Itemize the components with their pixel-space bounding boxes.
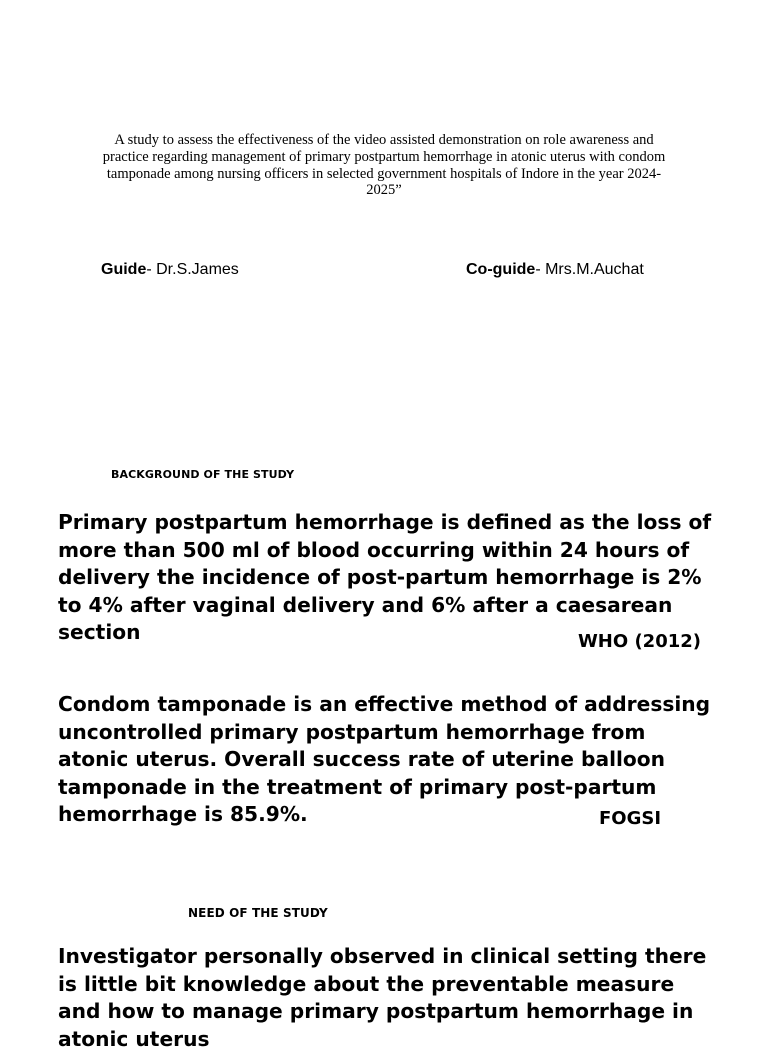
background-heading: BACKGROUND OF THE STUDY [111, 468, 295, 481]
background-paragraph-1: Primary postpartum hemorrhage is defined as the loss of more than 500 ml of blood occurring within 24 hours of delivery the incidence of post-partum hemorrhage is 2% to 4% after vaginal delivery and 6% after a caesarean section [58, 510, 712, 644]
need-heading: NEED OF THE STUDY [188, 906, 328, 920]
need-paragraph: Investigator personally observed in clinical setting there is little bit knowledge about the preventable measure and how to manage primary postpartum hemorrhage in atonic uterus [58, 944, 707, 1051]
guide-line [101, 260, 239, 280]
citation-who: WHO (2012) [577, 631, 701, 652]
guide-name: - Dr.S.James [146, 261, 239, 278]
guide-label: Guide [101, 261, 147, 278]
citation-fogsi: FOGSI [599, 808, 662, 829]
coguide-label: Co-guide [466, 261, 536, 278]
coguide-name: - Mrs.M.Auchat [535, 261, 644, 278]
coguide-line [466, 260, 644, 280]
background-paragraph-2: Condom tamponade is an effective method of addressing uncontrolled primary postpartum hemorrhage from atonic uterus. Overall success rate of uterine balloon tamponade in the treatment of primary post-partum hemorrhage is 85.9%. [58, 692, 711, 826]
study-title: A study to assess the effectiveness of the video assisted demonstration on role awareness and practice regarding management of primary postpartum hemorrhage in atonic uterus with condom tamponade among nursing officers in selected government hospitals of Indore in the year 2024-2025” [102, 132, 666, 199]
